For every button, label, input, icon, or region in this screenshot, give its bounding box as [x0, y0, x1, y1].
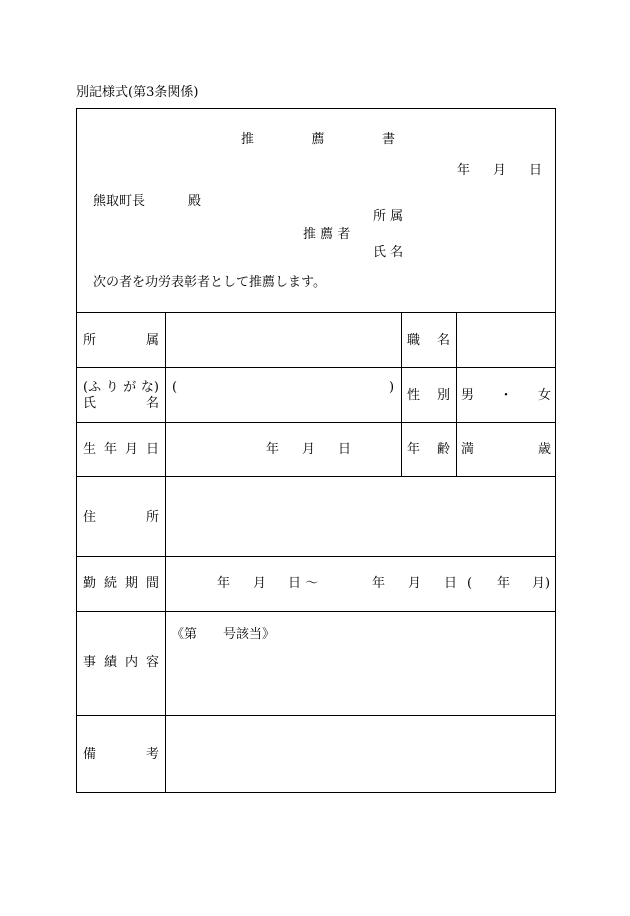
row-divider [77, 556, 555, 557]
date-year: 年 [457, 163, 471, 178]
name-label: 氏 名 [83, 396, 159, 411]
recommendation-form [76, 108, 556, 793]
addressee-honorific: 殿 [188, 194, 202, 209]
service-period-label: 勤 続 期 間 [83, 576, 159, 591]
addressee-name: 熊取町長 [93, 194, 146, 209]
remarks-label: 備 考 [83, 747, 159, 762]
birth-year-unit: 年 [266, 442, 280, 457]
age-suffix: 歳 [537, 442, 551, 457]
column-divider [401, 312, 402, 476]
recommender-name-label: 氏 名 [373, 245, 404, 260]
recommender-label: 推 薦 者 [303, 227, 351, 242]
row-divider [77, 422, 555, 423]
column-divider [456, 312, 457, 476]
birthdate-label: 生 年 月 日 [83, 442, 159, 457]
date-month: 月 [493, 163, 507, 178]
furigana-label: (ふ り が な) [83, 380, 159, 395]
achievements-clause-note: 《第 号該当》 [171, 627, 276, 642]
service-total-open: ( [467, 576, 473, 591]
furigana-close-paren: ) [389, 380, 395, 395]
achievements-label: 事 績 内 容 [83, 655, 159, 670]
form-label: 別記様式(第3条関係) [76, 85, 199, 100]
recommender-affiliation-label: 所 属 [373, 209, 404, 224]
service-to-year: 年 [372, 576, 386, 591]
affiliation-label: 所 属 [83, 333, 159, 348]
row-divider [77, 476, 555, 477]
gender-label: 性 別 [407, 388, 450, 403]
title-char: 薦 [311, 132, 325, 147]
position-label: 職 名 [407, 333, 450, 348]
row-divider [77, 611, 555, 612]
row-divider [77, 367, 555, 368]
service-to-day: 日 [444, 576, 458, 591]
gender-options [461, 389, 551, 402]
service-from-month: 月 [253, 576, 267, 591]
service-from-year: 年 [217, 576, 231, 591]
service-to-month: 月 [408, 576, 422, 591]
recommendation-statement: 次の者を功労表彰者として推薦します。 [93, 275, 326, 290]
service-total-year: 年 [497, 576, 511, 591]
label-column-divider [165, 312, 166, 793]
title-char: 書 [381, 132, 395, 147]
title-char: 推 [241, 132, 255, 147]
furigana-open-paren: ( [172, 380, 178, 395]
gender-male: 男 [461, 388, 475, 403]
service-total-month: 月) [532, 576, 551, 591]
birth-month-unit: 月 [302, 442, 316, 457]
gender-female: 女 [537, 388, 551, 403]
row-divider [77, 715, 555, 716]
row-divider [77, 312, 555, 313]
document-title [241, 133, 395, 146]
age-label: 年 齢 [407, 442, 450, 457]
age-prefix: 満 [461, 442, 475, 457]
address-label: 住 所 [83, 510, 159, 525]
birth-day-unit: 日 [338, 442, 352, 457]
age-value [461, 443, 551, 456]
gender-separator: ・ [499, 388, 513, 403]
date-day: 日 [529, 163, 543, 178]
service-from-day: 日 〜 [288, 576, 319, 591]
